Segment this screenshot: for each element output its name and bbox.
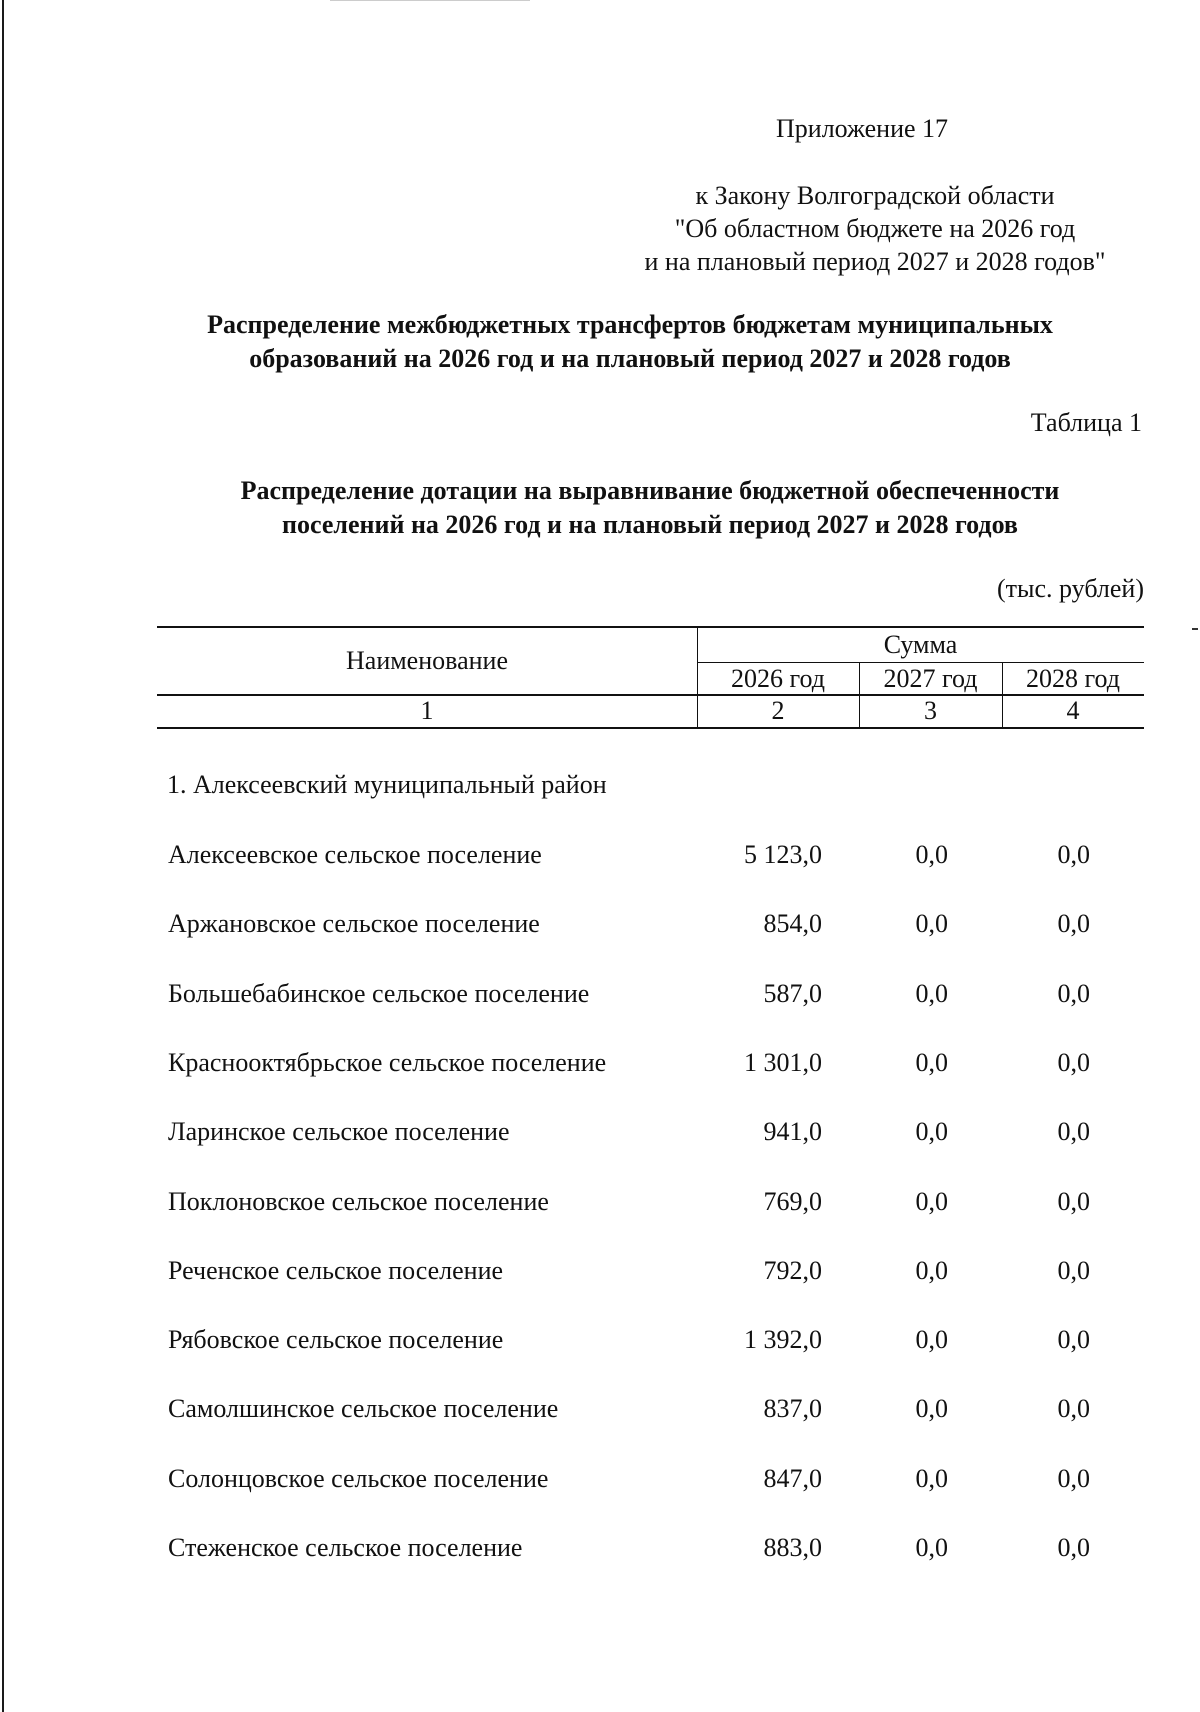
scan-edge-top [330, 0, 530, 1]
table-title-line: Распределение дотации на выравнивание бюджетной обеспеченности [240, 476, 1060, 505]
column-number: 4 [1066, 696, 1080, 725]
value-2026: 587,0 [763, 979, 822, 1008]
district-heading: 1. Алексеевский муниципальный район [167, 770, 607, 799]
value-2026: 792,0 [763, 1256, 822, 1285]
column-number: 1 [420, 696, 434, 725]
table-row [0, 840, 1200, 880]
value-2027: 0,0 [915, 1533, 948, 1562]
value-2026: 5 123,0 [744, 840, 822, 869]
value-2028: 0,0 [1057, 1533, 1090, 1562]
main-title [120, 308, 1140, 376]
settlement-name: Самолшинское сельское поселение [168, 1394, 559, 1423]
law-line: "Об областном бюджете на 2026 год [674, 214, 1076, 243]
header-sum-rule [697, 662, 1144, 663]
table-row [0, 1533, 1200, 1573]
law-line: и на плановый период 2027 и 2028 годов" [644, 247, 1106, 276]
table-row [0, 1048, 1200, 1088]
settlement-name: Алексеевское сельское поселение [168, 840, 542, 869]
column-header-name: Наименование [346, 646, 508, 675]
law-reference [600, 179, 1150, 278]
value-2027: 0,0 [915, 1187, 948, 1216]
settlement-name: Краснооктябрьское сельское поселение [168, 1048, 607, 1077]
table-row [0, 1325, 1200, 1365]
table-row [0, 1256, 1200, 1296]
value-2028: 0,0 [1057, 1325, 1090, 1354]
table-row [0, 1464, 1200, 1504]
settlement-name: Большебабинское сельское поселение [168, 979, 590, 1008]
value-2027: 0,0 [915, 909, 948, 938]
value-2028: 0,0 [1057, 1187, 1090, 1216]
settlement-name: Ларинское сельское поселение [168, 1117, 510, 1146]
value-2027: 0,0 [915, 1394, 948, 1423]
table-title-line: поселений на 2026 год и на плановый период 2027 и 2028 годов [282, 510, 1018, 539]
column-number: 3 [924, 696, 937, 725]
settlement-name: Солонцовское сельское поселение [168, 1464, 549, 1493]
table-row [0, 1394, 1200, 1434]
value-2028: 0,0 [1057, 1464, 1090, 1493]
table-row [0, 979, 1200, 1019]
value-2028: 0,0 [1057, 1256, 1090, 1285]
table-row [0, 909, 1200, 949]
value-2026: 854,0 [763, 909, 822, 938]
value-2027: 0,0 [915, 1048, 948, 1077]
value-2027: 0,0 [915, 979, 948, 1008]
settlement-name: Аржановское сельское поселение [168, 909, 540, 938]
settlement-name: Рябовское сельское поселение [168, 1325, 504, 1354]
settlement-name: Поклоновское сельское поселение [168, 1187, 549, 1216]
header-top-rule [157, 626, 1144, 628]
value-2028: 0,0 [1057, 1394, 1090, 1423]
settlement-name: Стеженское сельское поселение [168, 1533, 523, 1562]
value-2027: 0,0 [915, 1117, 948, 1146]
value-2027: 0,0 [915, 1256, 948, 1285]
column-header-sum: Сумма [883, 630, 958, 659]
value-2026: 883,0 [763, 1533, 822, 1562]
value-2028: 0,0 [1057, 840, 1090, 869]
main-title-line: образований на 2026 год и на плановый период 2027 и 2028 годов [249, 344, 1011, 373]
scan-mark [1192, 628, 1198, 630]
value-2026: 837,0 [763, 1394, 822, 1423]
value-2027: 0,0 [915, 1464, 948, 1493]
units-label: (тыс. рублей) [996, 574, 1144, 603]
value-2028: 0,0 [1057, 1117, 1090, 1146]
value-2026: 769,0 [763, 1187, 822, 1216]
table-title [140, 474, 1160, 542]
column-header-2026: 2026 год [731, 664, 825, 693]
table-row [0, 1187, 1200, 1227]
value-2026: 1 301,0 [744, 1048, 822, 1077]
table-header [157, 626, 1144, 728]
law-line: к Закону Волгоградской области [695, 181, 1055, 210]
value-2027: 0,0 [915, 1325, 948, 1354]
value-2028: 0,0 [1057, 979, 1090, 1008]
column-header-2027: 2027 год [883, 664, 978, 693]
settlement-name: Реченское сельское поселение [168, 1256, 504, 1285]
annex-title: Приложение 17 [776, 114, 949, 143]
table-label: Таблица 1 [1030, 408, 1142, 437]
main-title-line: Распределение межбюджетных трансфертов бюджетам муниципальных [207, 310, 1053, 339]
value-2026: 847,0 [763, 1464, 822, 1493]
column-number: 2 [771, 696, 785, 725]
value-2026: 1 392,0 [744, 1325, 822, 1354]
value-2026: 941,0 [763, 1117, 822, 1146]
table-row [0, 1117, 1200, 1157]
column-header-2028: 2028 год [1026, 664, 1120, 693]
value-2027: 0,0 [915, 840, 948, 869]
header-bottom-rule [157, 727, 1144, 729]
value-2028: 0,0 [1057, 1048, 1090, 1077]
value-2028: 0,0 [1057, 909, 1090, 938]
